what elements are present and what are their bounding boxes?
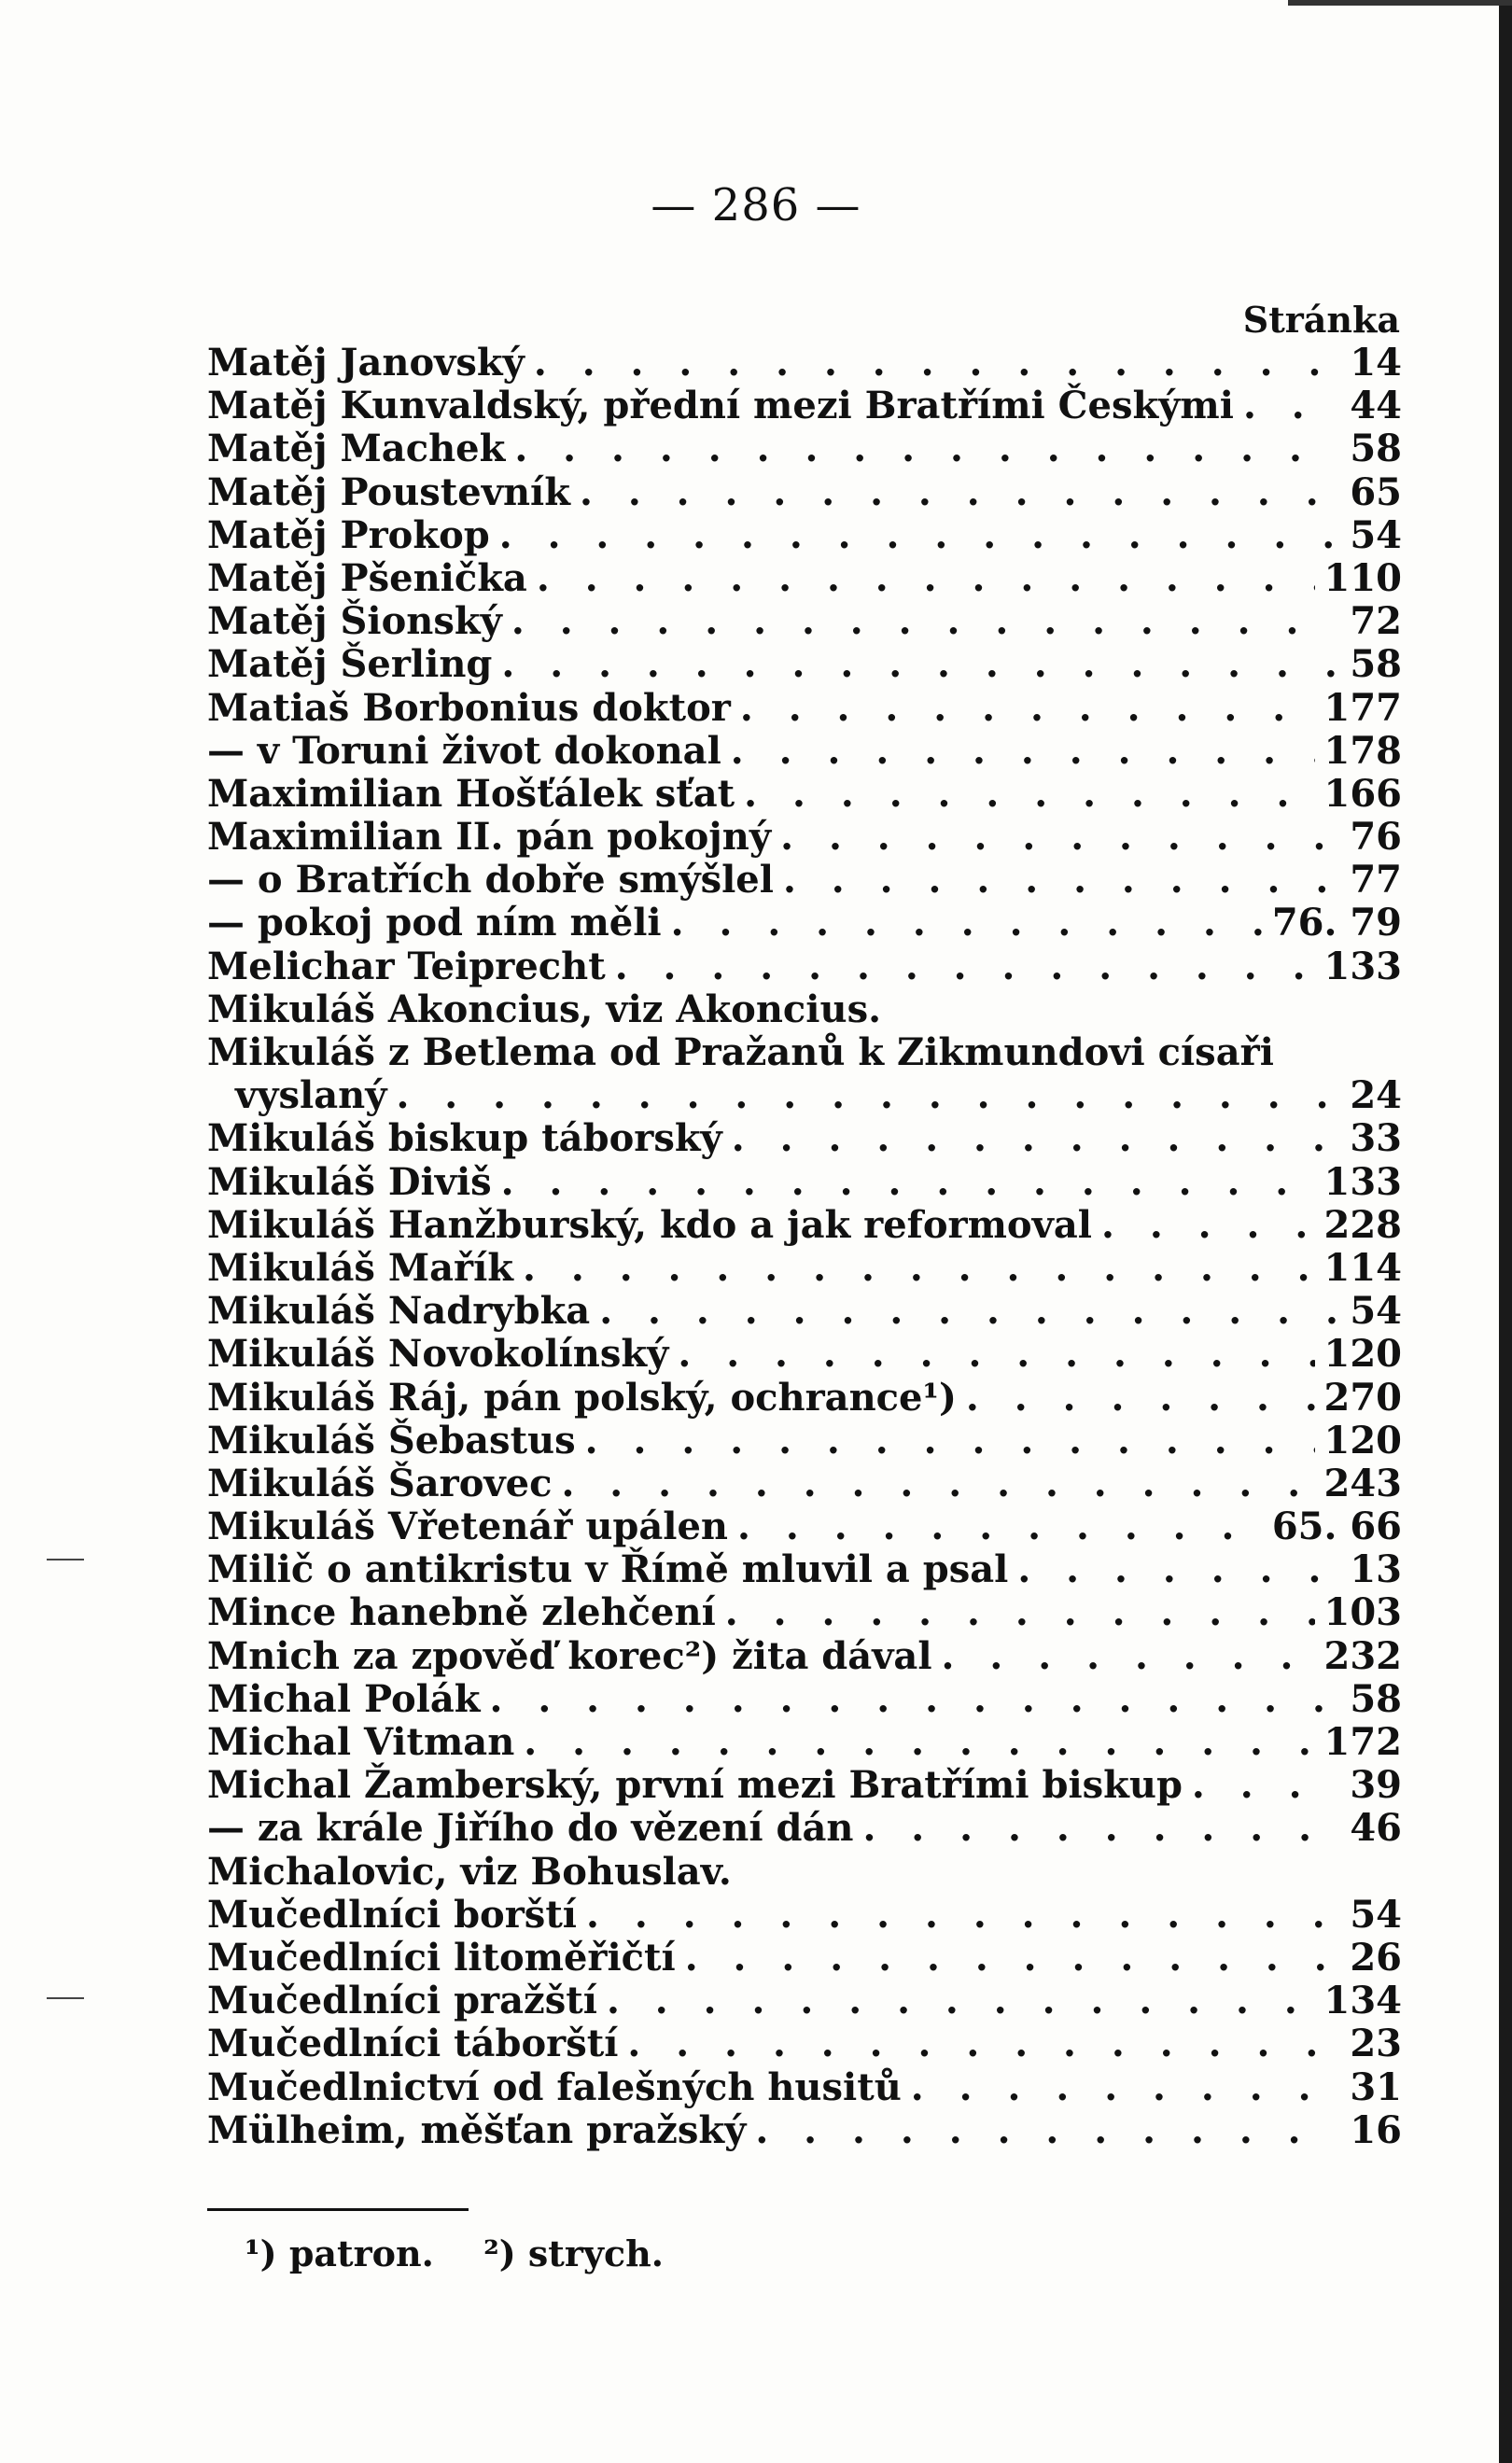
- page-column-header: Stránka: [1242, 299, 1400, 341]
- entry-text: Mikuláš Mařík: [207, 1245, 514, 1290]
- dot-leader: [580, 471, 1337, 514]
- entry-page-number: 133: [1323, 1159, 1402, 1204]
- entry-page-number: 24: [1350, 1073, 1402, 1118]
- footnote-divider: [207, 2208, 469, 2211]
- index-entry: [207, 988, 1402, 1031]
- entry-text: Michal Polák: [207, 1676, 481, 1721]
- entry-page-number: 110: [1323, 555, 1402, 600]
- entry-page-number: 33: [1350, 1116, 1402, 1161]
- dot-leader: [678, 1333, 1314, 1376]
- entry-page-number: 166: [1323, 771, 1402, 816]
- index-entry: [207, 2109, 1402, 2152]
- entry-text: Mikuláš Akoncius, viz Akoncius.: [207, 987, 882, 1031]
- entry-text: Mučedlnictví od falešných husitů: [207, 2064, 902, 2109]
- entry-page-number: 72: [1350, 599, 1402, 644]
- entry-page-number: 58: [1350, 1676, 1402, 1721]
- dot-leader: [942, 1635, 1315, 1678]
- index-entry: [207, 730, 1402, 773]
- dot-leader: [499, 514, 1337, 557]
- entry-page-number: 114: [1323, 1245, 1402, 1290]
- dot-leader: [585, 1420, 1315, 1462]
- entry-text: Matiaš Borbonius doktor: [207, 685, 731, 730]
- margin-mark: [47, 1559, 84, 1560]
- index-entry: [207, 427, 1402, 470]
- dot-leader: [740, 687, 1315, 730]
- index-entry: [207, 1462, 1402, 1505]
- entry-text: Mikuláš Šarovec: [207, 1461, 553, 1505]
- dot-leader: [732, 1117, 1337, 1160]
- entry-text: Mikuláš Hanžburský, kdo a jak reformoval: [207, 1202, 1092, 1247]
- entry-page-number: 58: [1350, 427, 1402, 471]
- entry-page-number: 23: [1350, 2022, 1402, 2066]
- dot-leader: [731, 730, 1315, 773]
- index-entry: [207, 902, 1402, 945]
- entry-page-number: 46: [1350, 1806, 1402, 1851]
- dot-leader: [783, 859, 1337, 902]
- dot-leader: [744, 773, 1314, 816]
- index-entry: [207, 1851, 1402, 1894]
- entry-text: Mučedlníci táborští: [207, 2022, 619, 2066]
- index-entry: [207, 1937, 1402, 1980]
- entry-text: Mučedlníci litoměřičtí: [207, 1935, 676, 1980]
- entry-text: Maximilian Hošťálek sťat: [207, 771, 735, 816]
- dot-leader: [966, 1377, 1315, 1420]
- entry-page-number: 31: [1350, 2064, 1402, 2109]
- page-number: — 286 —: [651, 179, 861, 231]
- index-entry: [207, 514, 1402, 557]
- entry-page-number: 178: [1323, 728, 1402, 773]
- entry-text: Matěj Šionský: [207, 599, 502, 644]
- dot-leader: [501, 643, 1337, 686]
- dot-leader: [501, 1161, 1315, 1204]
- entry-text: Mikuláš Nadrybka: [207, 1289, 591, 1334]
- entry-page-number: 243: [1323, 1461, 1402, 1505]
- index-entry: [207, 1290, 1402, 1333]
- dot-leader: [489, 1678, 1337, 1721]
- entry-text: Michal Žamberský, první mezi Bratřími biskup: [207, 1763, 1183, 1808]
- dot-leader: [737, 1505, 1263, 1548]
- footnotes: [245, 2232, 701, 2274]
- dot-leader: [537, 557, 1315, 600]
- index-entry: [207, 859, 1402, 902]
- entry-text: — za krále Jiřího do vězení dán: [207, 1806, 854, 1851]
- index-entry: [207, 1074, 1402, 1117]
- dot-leader: [511, 600, 1337, 643]
- entry-page-number: 14: [1350, 341, 1402, 385]
- entry-text: Matěj Prokop: [207, 512, 490, 557]
- entry-text: Matěj Machek: [207, 427, 506, 471]
- entry-text: Mučedlníci borští: [207, 1892, 577, 1937]
- index-entry: [207, 643, 1402, 686]
- dot-leader: [615, 945, 1315, 988]
- margin-mark: [47, 1997, 84, 1999]
- index-entry: [207, 1420, 1402, 1462]
- dot-leader: [1017, 1548, 1337, 1591]
- index-entry: [207, 385, 1402, 427]
- entry-text: Matěj Janovský: [207, 341, 525, 385]
- entry-page-number: 54: [1350, 1289, 1402, 1334]
- entry-page-number: 76: [1350, 815, 1402, 860]
- entry-text: Mikuláš Vřetenář upálen: [207, 1504, 729, 1549]
- entry-page-number: 54: [1350, 512, 1402, 557]
- entry-text: Matěj Poustevník: [207, 469, 570, 514]
- entry-text: — v Toruni život dokonal: [207, 728, 721, 773]
- entry-page-number: 13: [1350, 1547, 1402, 1592]
- index-entry: [207, 557, 1402, 600]
- index-entry: [207, 1333, 1402, 1376]
- entry-text: Matěj Pšenička: [207, 555, 527, 600]
- entry-page-number: 133: [1323, 944, 1402, 988]
- index-entry: [207, 2022, 1402, 2065]
- dot-leader: [599, 1290, 1337, 1333]
- entry-text: Mülheim, měšťan pražský: [207, 2107, 747, 2152]
- entry-page-number: 58: [1350, 642, 1402, 687]
- index-entry: [207, 1678, 1402, 1721]
- entry-text: Mince hanebně zlehčení: [207, 1590, 716, 1635]
- index-entry: [207, 471, 1402, 514]
- entry-page-number: 76. 79: [1271, 901, 1402, 945]
- entry-text: vyslaný: [235, 1073, 387, 1118]
- entry-text: Mikuláš Šebastus: [207, 1418, 576, 1462]
- index-entry: [207, 1591, 1402, 1634]
- entry-text: Melichar Teiprecht: [207, 944, 606, 988]
- dot-leader: [607, 1980, 1315, 2022]
- entry-text: Mikuláš z Betlema od Pražanů k Zikmundovi císaři: [207, 1030, 1274, 1074]
- entry-text: Matěj Šerling: [207, 642, 493, 687]
- index-entry: [207, 1721, 1402, 1764]
- dot-leader: [780, 816, 1337, 859]
- index-entry: [207, 1807, 1402, 1850]
- dot-leader: [755, 2109, 1337, 2152]
- dot-leader: [671, 902, 1263, 945]
- entry-page-number: 65: [1350, 469, 1402, 514]
- index-entry: [207, 1980, 1402, 2022]
- dot-leader: [523, 1247, 1314, 1290]
- entry-text: Milič o antikristu v Římě mluvil a psal: [207, 1547, 1009, 1592]
- dot-leader: [862, 1807, 1337, 1850]
- dot-leader: [396, 1074, 1337, 1117]
- index-list: [207, 342, 1402, 2152]
- entry-text: Mučedlníci pražští: [207, 1979, 597, 2023]
- entry-text: Maximilian II. pán pokojný: [207, 815, 772, 860]
- dot-leader: [561, 1462, 1314, 1505]
- index-entry: [207, 773, 1402, 816]
- entry-text: Mikuláš Ráj, pán polský, ochrance¹): [207, 1375, 957, 1420]
- page-edge: [1499, 0, 1512, 2463]
- index-entry: [207, 945, 1402, 988]
- entry-page-number: 228: [1323, 1202, 1402, 1247]
- dot-leader: [514, 427, 1337, 470]
- entry-page-number: 134: [1323, 1979, 1402, 2023]
- footnote: ²) strych.: [483, 2232, 664, 2274]
- entry-page-number: 120: [1323, 1332, 1402, 1377]
- entry-page-number: 77: [1350, 858, 1402, 903]
- index-entry: [207, 1161, 1402, 1204]
- entry-text: — o Bratřích dobře smýšlel: [207, 858, 774, 903]
- dot-leader: [685, 1937, 1337, 1980]
- entry-page-number: 44: [1350, 384, 1402, 428]
- dot-leader: [725, 1591, 1315, 1634]
- entry-text: Matěj Kunvaldský, přední mezi Bratřími Českými: [207, 384, 1234, 428]
- entry-page-number: 65. 66: [1271, 1504, 1402, 1549]
- entry-text: Mikuláš Novokolínský: [207, 1332, 669, 1377]
- index-entry: [207, 1204, 1402, 1247]
- entry-page-number: 103: [1323, 1590, 1402, 1635]
- dot-leader: [911, 2066, 1337, 2109]
- index-entry: [207, 816, 1402, 859]
- entry-page-number: 172: [1323, 1720, 1402, 1764]
- entry-page-number: 270: [1323, 1375, 1402, 1420]
- entry-page-number: 177: [1323, 685, 1402, 730]
- dot-leader: [1192, 1764, 1337, 1807]
- entry-text: Mikuláš Diviš: [207, 1159, 492, 1204]
- entry-page-number: 39: [1350, 1763, 1402, 1808]
- entry-text: — pokoj pod ním měli: [207, 901, 662, 945]
- index-entry: [207, 1505, 1402, 1548]
- index-entry: [207, 687, 1402, 730]
- dot-leader: [1101, 1204, 1315, 1247]
- entry-page-number: 232: [1323, 1633, 1402, 1678]
- index-entry: [207, 1894, 1402, 1937]
- index-entry: [207, 1635, 1402, 1678]
- index-entry: [207, 342, 1402, 385]
- index-entry: [207, 2066, 1402, 2109]
- page-edge-top: [1288, 0, 1512, 6]
- index-entry: [207, 1548, 1402, 1591]
- entry-page-number: 120: [1323, 1418, 1402, 1462]
- index-entry: [207, 1117, 1402, 1160]
- entry-page-number: 26: [1350, 1935, 1402, 1980]
- index-entry: [207, 1031, 1402, 1074]
- entry-text: Mikuláš biskup táborský: [207, 1116, 722, 1161]
- index-entry: [207, 1377, 1402, 1420]
- dot-leader: [524, 1721, 1314, 1764]
- dot-leader: [627, 2022, 1337, 2065]
- index-entry: [207, 1764, 1402, 1807]
- entry-text: Michalovic, viz Bohuslav.: [207, 1849, 732, 1894]
- entry-page-number: 54: [1350, 1892, 1402, 1937]
- dot-leader: [586, 1894, 1337, 1937]
- entry-text: Mnich za zpověď korec²) žita dával: [207, 1633, 932, 1678]
- index-entry: [207, 600, 1402, 643]
- entry-page-number: 16: [1350, 2107, 1402, 2152]
- footnote: ¹) patron.: [245, 2232, 434, 2274]
- index-entry: [207, 1247, 1402, 1290]
- dot-leader: [1243, 385, 1337, 427]
- entry-text: Michal Vitman: [207, 1720, 515, 1764]
- dot-leader: [534, 342, 1337, 385]
